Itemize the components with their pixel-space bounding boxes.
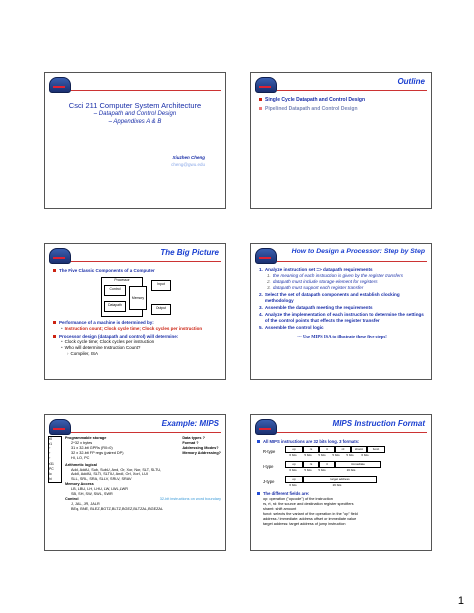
memory-box: [129, 286, 147, 310]
memory-addressing-label: Memory Addressing?: [182, 450, 221, 455]
storage-line: 31 x 32-bit GPRs (R0=0): [71, 445, 113, 450]
field-op: op: [285, 461, 303, 468]
bit-width: 6 bits: [289, 453, 297, 458]
word-boundary-note: 32-bit instructions on word boundary: [159, 497, 221, 502]
processor-label: Processor: [114, 277, 130, 282]
university-logo: [49, 248, 71, 264]
field-description: op: operation ("opcode") of the instruction: [263, 496, 333, 501]
sub-bullet: Clock cycle time; Clock cycles per instruction: [64, 339, 155, 345]
field-shamt: shamt: [351, 446, 367, 453]
field-description: funct: selects the variant of the operation in the "op" field: [263, 511, 358, 516]
arith-line: AddI, AddIU, SLTI, SLTIU, AndI, OrI, XorI, LUI: [71, 472, 148, 477]
bullet-icon: [53, 321, 56, 324]
register-column: [48, 436, 62, 483]
slide-body: The Five Classic Components of a Computer Processor Control Datapath Memory Input Output Performance of a machine is determined by: • Instruction count; Clock cycle time; Clock cycles per instruction Processor design (datapath and control) will determine: • Clock cycle time; Clock cycles per instruction • Who will determine Instruction Count? › Compiler, ISA: [53, 266, 219, 357]
rtype-format: [285, 446, 425, 453]
prog-storage-heading: Programmable storage: [65, 436, 107, 440]
slide-outline: [250, 72, 432, 209]
header-rule: [71, 432, 221, 433]
bullet-icon: [259, 107, 262, 110]
header-rule: [277, 90, 427, 91]
format-label: Format ?: [182, 440, 199, 445]
sub-step: the meaning of each instruction is given by the register transfers: [272, 272, 404, 278]
header-rule: [277, 432, 427, 433]
bullet-icon: [257, 492, 260, 495]
sub-bullet: Who will determine Instruction Count?: [64, 345, 141, 351]
bit-width: 6 bits: [361, 453, 369, 458]
register-label: °: [49, 452, 51, 456]
field-target: target address: [303, 476, 377, 483]
storage-line: 32 x 32-bit FP regs (paired DP): [71, 450, 124, 455]
control-line: BEq, BNE, BLEZ,BGTZ,BLTZ,BGEZ,BLTZAL,BGEZAL: [71, 506, 164, 511]
register-label: °: [49, 447, 51, 451]
bit-width: 5 bits: [332, 453, 340, 458]
sub-step: datapath must support each register transfer: [272, 284, 364, 290]
data-types-label: Data types ?: [182, 436, 205, 440]
field-rt: rt: [319, 461, 335, 468]
control-heading: Control: [65, 497, 79, 502]
bit-width: 5 bits: [304, 468, 312, 473]
mips-body: [65, 436, 221, 512]
field-rs: rs: [303, 446, 319, 453]
bullet-text: The Five Classic Components of a Computer: [59, 268, 155, 273]
output-box: [151, 304, 171, 315]
slide-body: [259, 95, 425, 112]
course-subtitle-2: – Appendixes A & B: [108, 119, 162, 125]
bullet-icon: [257, 440, 260, 443]
bit-width: 6 bits: [289, 483, 297, 488]
step-text: Assemble the control logic: [264, 324, 324, 330]
input-label: Input: [157, 281, 165, 286]
storage-line: 2^32 x bytes: [71, 440, 93, 445]
sub-sub-bullet: Compiler, ISA: [70, 351, 99, 357]
field-description: rs, rt, rd: the source and destination register specifiers: [263, 501, 354, 506]
slide-heading: Example: MIPS: [161, 419, 219, 428]
step-text: Analyze instruction set => datapath requirements: [264, 267, 373, 272]
slide-heading: The Big Picture: [160, 248, 219, 257]
slide-instruction-format: [250, 414, 432, 551]
bit-width: 26 bits: [332, 483, 342, 488]
field-rs: rs: [303, 461, 319, 468]
bit-width: 5 bits: [346, 453, 354, 458]
control-line: J, JAL, JR, JALR: [71, 501, 100, 506]
slide-title: [44, 72, 226, 209]
mem-line: LB, LBU, LH, LHU, LW, LWL,LWR: [71, 487, 128, 492]
storage-line: HI, LO, PC: [71, 455, 90, 460]
field-op: op: [285, 476, 303, 483]
header-rule: [71, 90, 221, 91]
jtype-bits: [285, 483, 425, 488]
bit-width: 5 bits: [304, 453, 312, 458]
sub-bullet: Instruction count; Clock cycle time; Clock cycles per instruction: [64, 325, 203, 331]
bit-width: 6 bits: [289, 468, 297, 473]
course-title: Csci 211 Computer System Architecture: [68, 101, 202, 110]
register-label: PC: [49, 467, 54, 471]
bit-width: 5 bits: [318, 453, 326, 458]
register-label: r0: [49, 437, 53, 441]
datapath-box: [104, 301, 126, 312]
step-text: Assemble the datapath meeting the requirements: [264, 304, 373, 310]
datapath-label: Datapath: [108, 302, 122, 307]
field-description: shamt: shift amount: [263, 506, 297, 511]
control-box: [104, 285, 126, 296]
slide-body: [257, 437, 425, 526]
slide-heading: MIPS Instruction Format: [332, 419, 425, 428]
mem-access-heading: Memory Access: [65, 482, 94, 487]
register-label: lo: [49, 472, 52, 476]
step-text: Analyze the implementation of each instruction to determine the settings of the control points that effects the register transfer: [264, 311, 424, 323]
author-name: Xiuzhen Cheng: [172, 155, 205, 160]
sub-step: datapath must include storage element for registers: [272, 278, 378, 284]
jtype-label: J-type: [263, 479, 275, 485]
memory-label: Memory: [131, 295, 145, 300]
computer-diagram: [101, 277, 171, 317]
mem-line: SB, SH, SW, SWL, SWR: [71, 492, 113, 497]
field-rd: rd: [335, 446, 351, 453]
field-description: target address: target address of jump instruction: [263, 521, 346, 526]
university-logo: [255, 248, 277, 264]
rtype-label: R-type: [263, 449, 276, 455]
slide-heading: Outline: [397, 77, 425, 86]
field-funct: funct: [367, 446, 385, 453]
itype-bits: [285, 468, 425, 473]
header-rule: [71, 261, 221, 262]
step-text: Select the set of datapath components and establish clocking methodology: [264, 291, 400, 303]
slide-design-steps: [250, 243, 432, 380]
register-label: r1: [49, 442, 53, 446]
university-logo: [255, 419, 277, 435]
header-rule: [277, 261, 427, 262]
bullet-text: All MIPS instructions are 32 bits long. 3 formats:: [263, 439, 360, 444]
arith-line: Add, AddU, Sub, SubU, And, Or, Xor, Nor, SLT, SLTU,: [71, 467, 162, 472]
course-subtitle-1: – Datapath and Control Design: [93, 111, 177, 117]
register-label: °: [49, 457, 51, 461]
field-immediate: immediate: [335, 461, 381, 468]
slide-footer-note: --- Use MIPS ISA to illustrate these five steps!: [297, 333, 387, 339]
control-label: Control: [109, 286, 121, 291]
slide-big-picture: [44, 243, 226, 380]
bit-width: 16 bits: [346, 468, 356, 473]
arith-heading: Arithmetic logical: [65, 462, 97, 467]
page-number: 1: [457, 595, 464, 607]
outline-item: Single Cycle Datapath and Control Design: [265, 97, 366, 103]
output-label: Output: [155, 305, 167, 310]
university-logo: [255, 77, 277, 93]
rtype-bits: [285, 453, 425, 458]
slide-body: 1. Analyze instruction set => datapath requirements 1. the meaning of each instruction is given by the register transfers 2. datapath must include storage element for registers 3. datapath must support each register transfer 2. Select the set of datapath components and establish clocking methodology 3. Assemble the datapath meeting the requirements 4. Analyze the implementation of each instruction to determine the settings of the control points that effects the register transfer 5. Assemble the control logic --- Use MIPS ISA to illustrate these five steps!: [259, 267, 424, 339]
bullet-text: Processor design (datapath and control) will determine:: [59, 333, 179, 339]
input-box: [151, 280, 171, 291]
university-logo: [49, 77, 71, 93]
slide-example-mips: [44, 414, 226, 551]
bullet-text: Performance of a machine is determined by:: [59, 319, 154, 325]
itype-format: [285, 461, 425, 468]
university-logo: [49, 419, 71, 435]
register-label: r31: [49, 462, 54, 466]
author-email[interactable]: cheng@gwu.edu: [171, 162, 205, 167]
slide-heading: How to Design a Processor: Step by Step: [291, 248, 425, 255]
addressing-label: Addressing Modes?: [182, 445, 219, 450]
outline-item: Pipelined Datapath and Control Design: [265, 105, 358, 112]
bullet-icon: [53, 269, 56, 272]
field-description: address / immediate: address offset or immediate value: [263, 516, 357, 521]
jtype-format: [285, 476, 425, 483]
bullet-text: The different fields are:: [263, 491, 310, 497]
bullet-icon: [259, 98, 262, 101]
register-label: hi: [49, 477, 52, 481]
bit-width: 5 bits: [318, 468, 326, 473]
arith-line: SLL, SRL, SRA, SLLV, SRLV, SRAV: [71, 477, 132, 482]
itype-label: I-type: [263, 464, 274, 470]
field-rt: rt: [319, 446, 335, 453]
field-op: op: [285, 446, 303, 453]
bullet-icon: [53, 335, 56, 338]
